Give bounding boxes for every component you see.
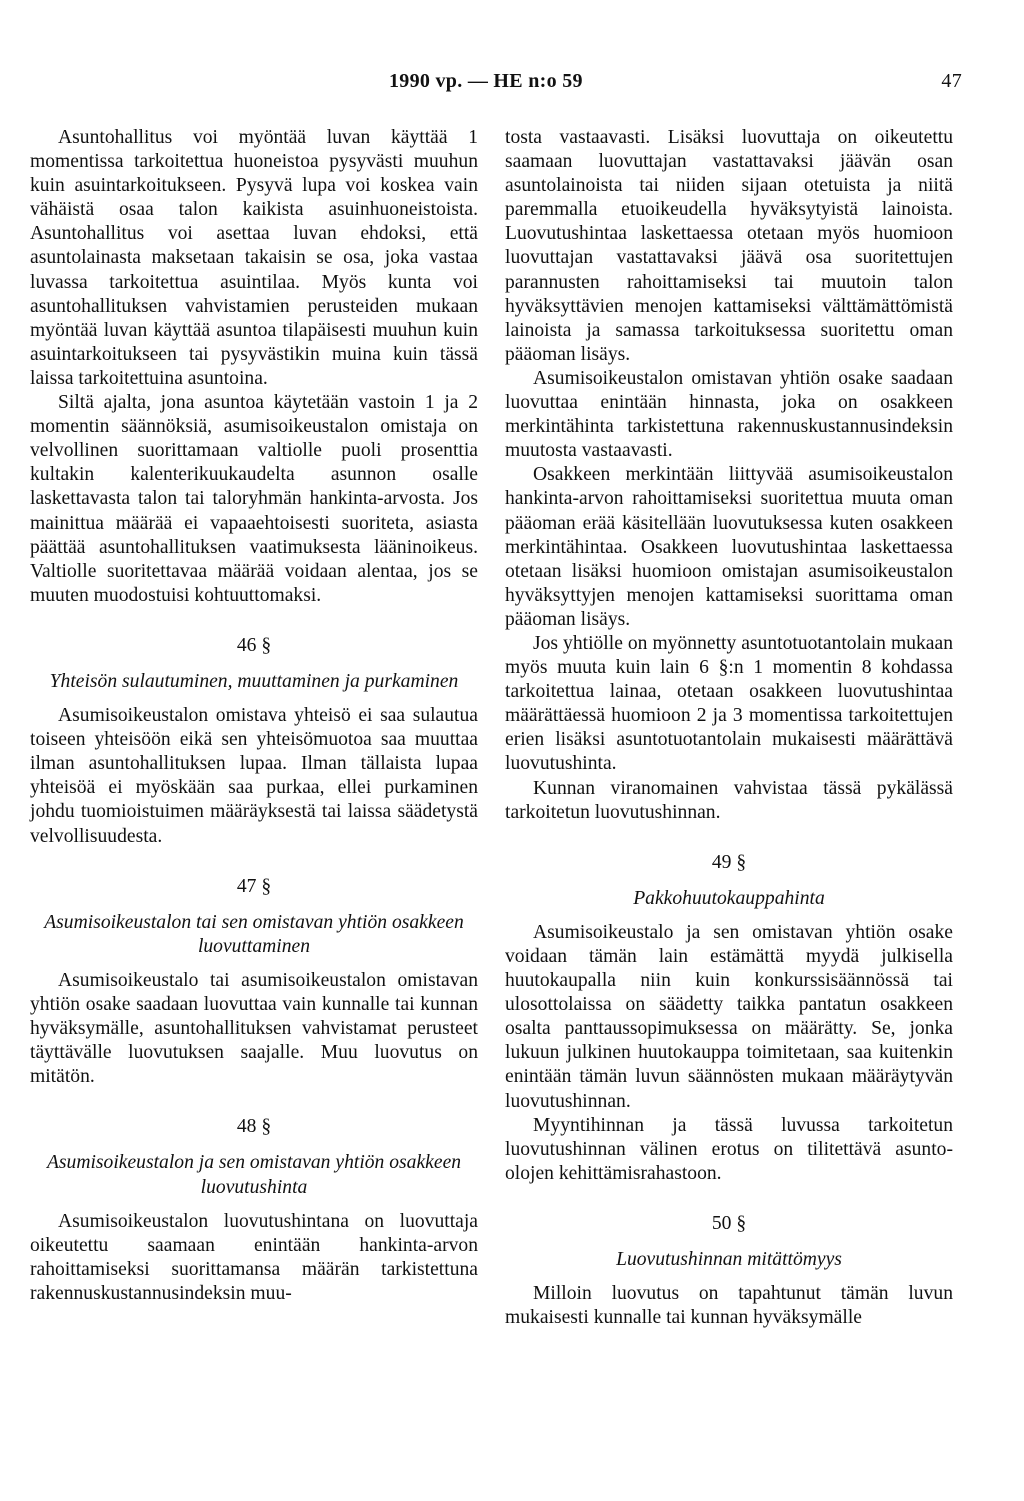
paragraph: Milloin luovutus on tapahtunut tämän luvun mukaisesti kunnalle tai kunnan hyväksymälle (505, 1283, 953, 1329)
section-title: Luovutushinnan mitättömyys (616, 1249, 842, 1271)
paragraph: Asumisoikeustalo ja sen omistavan yhtiön osake voidaan tämän lain estämättä myydä julkisella huutokaupalla niin kuin konkurssisäännössä tai ulosottolaissa on säädetty taikka pantatun osakkeen osalta panttaussopimuksessa on määrätty. Se, jonka lukuun julkinen huutokauppa toimitetaan, saa kuitenkin enintään tämän luvun säännösten mukaan määräytyvän luovutushinnan. (505, 921, 953, 1112)
section-number: 47 § (236, 875, 272, 897)
section-title: Pakkohuutokauppahinta (633, 887, 825, 909)
right-column (505, 126, 953, 1330)
section-number: 48 § (236, 1116, 272, 1138)
section-title: Asumisoikeustalon ja sen omistavan yhtiön osakkeen luovutushinta (46, 1152, 462, 1198)
paragraph: Asuntohallitus voi myöntää luvan käyttää 1 momentissa tarkoitettua huoneistoa pysyvästi muuhun kuin asuintarkoitukseen. Pysyvä lupa voi koskea vain vähäistä osaa talon kaikista asuinhuoneistoista. Asuntohallitus voi asettaa luvan ehdoksi, että asuntolainasta maksetaan takaisin se osa, joka vastaa luvassa tarkoitettua asuintilaa. Myös kunta voi asuntohallituksen vahvistamien perusteiden mukaan myöntää luvan käyttää asuntoa tilapäisesti muuhun kuin asuintarkoitukseen tai pysyvästikin muina kuin tässä laissa tarkoitettuina asuntoina. (30, 127, 478, 389)
paragraph: Siltä ajalta, jona asuntoa käytetään vastoin 1 ja 2 momentin säännöksiä, asumisoikeustalon omistaja on velvollinen suorittamaan valtiolle puoli prosenttia kultakin kalenterikuukaudelta asunnon osalle laskettavasta talon tai taloryhmän hankinta-arvosta. Jos mainittua määrää ei vapaaehtoisesti suoriteta, asiasta päättää asuntohallituksen vaatimuksesta lääninoikeus. Valtiolle suoritettavaa määrää voidaan alentaa, jos se muuten muodostuisi kohtuuttomaksi. (30, 392, 478, 606)
page-number: 47 (941, 70, 962, 92)
paragraph: Osakkeen merkintään liittyvää asumisoikeustalon hankinta-arvon rahoittamiseksi suoritettua muuta oman pääoman erää käsitellään luovutuksessa kuten osakkeen merkintähintaa. Osakkeen luovutushintaa laskettaessa otetaan lisäksi huomioon omistajan asumisoikeustalon hyväksyttyjen menojen kattamiseksi suorittama oman pääoman lisäys. (505, 464, 953, 630)
paragraph: Jos yhtiölle on myönnetty asuntotuotantolain mukaan myös muuta kuin lain 6 §:n 1 momentin 8 kohdassa tarkoitettua lainaa, otetaan osakkeen luovutushintaa määrättäessä huomioon 2 ja 3 momentissa tarkoitettujen erien lisäksi asuntotuotantolain mukaisesti määrättävä luovutushinta. (505, 632, 953, 775)
running-head: 1990 vp. — HE n:o 59 (389, 70, 583, 92)
paragraph: Asumisoikeustalon luovutushintana on luovuttaja oikeutettu saamaan enintään hankinta-arvon rahoittamiseksi suorittamansa määrän tarkistettuna rakennuskustannusindeksin muu- (30, 1210, 478, 1304)
paragraph: tosta vastaavasti. Lisäksi luovuttaja on oikeutettu saamaan luovuttajan vastattavaksi jäävän osan asuntolainoista tai niiden sijaan otetuista ja niitä paremmalla etuoikeudella hyväksytyistä lainoista. Luovutushintaa laskettaessa otetaan myös huomioon luovuttajan vastattavaksi jäävä osa suoritettujen parannusten rahoittamiseksi tai muutoin talon hyväksyttävien menojen kattamiseksi välttämättömistä lainoista ja samassa tarkoituksessa suoritettu oman pääoman lisäys. (505, 127, 953, 365)
paragraph: Asumisoikeustalo tai asumisoikeustalon omistavan yhtiön osake saadaan luovuttaa vain kunnalle tai kunnan hyväksymälle, asuntohallituksen vahvistamat perusteet täyttävälle luovutuksen saajalle. Muu luovutus on mitätön. (30, 969, 478, 1088)
section-number: 46 § (236, 634, 272, 656)
page-header (0, 62, 1024, 102)
section-number: 49 § (711, 851, 747, 873)
section-number: 50 § (711, 1212, 747, 1234)
paragraph: Kunnan viranomainen vahvistaa tässä pykälässä tarkoitetun luovutushinnan. (505, 777, 953, 823)
paragraph: Myyntihinnan ja tässä luvussa tarkoitetun luovutushinnan välinen erotus on tilitettävä asunto-olojen kehittämisrahastoon. (505, 1114, 953, 1184)
section-title: Asumisoikeustalon tai sen omistavan yhtiön osakkeen luovuttaminen (44, 911, 464, 957)
section-title: Yhteisön sulautuminen, muuttaminen ja purkaminen (49, 670, 459, 692)
paragraph: Asumisoikeustalon omistavan yhtiön osake saadaan luovuttaa enintään hinnasta, joka on osakkeen merkintähinta tarkistettuna rakennuskustannusindeksin muutosta vastaavasti. (505, 367, 953, 462)
paragraph: Asumisoikeustalon omistava yhteisö ei saa sulautua toiseen yhteisöön eikä sen yhteisömuotoa saa muuttaa ilman asuntohallituksen lupaa. Ilman tällaista lupaa yhteisöä ei myöskään saa purkaa, ellei purkaminen johdu tuomioistuimen määräyksestä tai laissa säädetystä velvollisuudesta. (30, 705, 478, 847)
left-column (30, 126, 478, 1306)
